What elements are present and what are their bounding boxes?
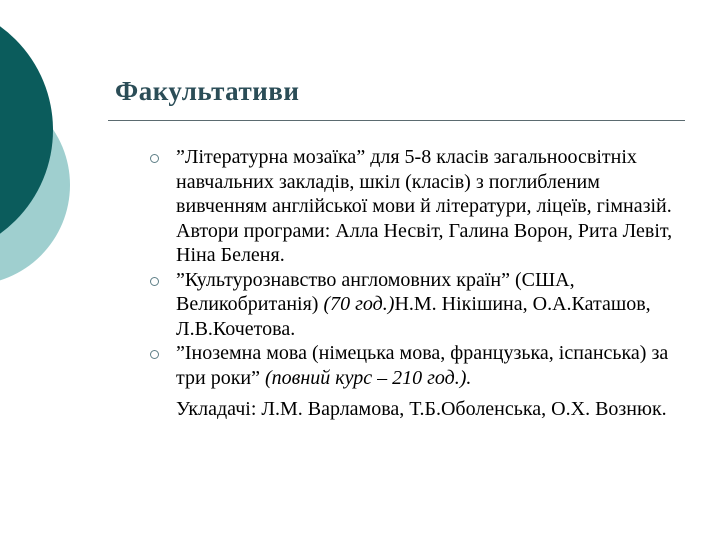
item-text: ”Літературна мозаїка” для 5-8 класів загальноосвітніх навчальних закладів, шкіл (класів) з поглибленим вивченням англійської мови й літератури, ліцеїв, гімназій. Автори програми: Алла Несвіт, Галина Ворон, Рита Левіт, Ніна Беленя. <box>176 146 673 266</box>
list-item <box>150 145 690 268</box>
item-italic: (70 год.) <box>323 293 395 315</box>
list-item <box>150 268 690 342</box>
slide-title: Факультативи <box>115 76 300 106</box>
decorative-circles <box>0 0 110 300</box>
bullet-icon <box>150 154 159 163</box>
list-item <box>150 341 690 423</box>
item-text-after: Н.М. Нікішина, О.А.Каташов, Л.В.Кочетова. <box>176 293 651 340</box>
bullet-icon <box>150 350 159 359</box>
item-extra: Укладачі: Л.М. Варламова, Т.Б.Оболенська, О.Х. Вознюк. <box>176 398 667 420</box>
title-divider <box>108 120 685 121</box>
item-italic: (повний курс – 210 год.). <box>264 366 472 389</box>
item-text: ”Культурознавство англомовних країн” (США, Великобританія) <box>176 268 575 315</box>
item-text: ”Іноземна мова (німецька мова, французька, іспанська) за три роки” <box>176 342 669 389</box>
bullet-list <box>150 145 690 423</box>
bullet-icon <box>150 277 159 286</box>
